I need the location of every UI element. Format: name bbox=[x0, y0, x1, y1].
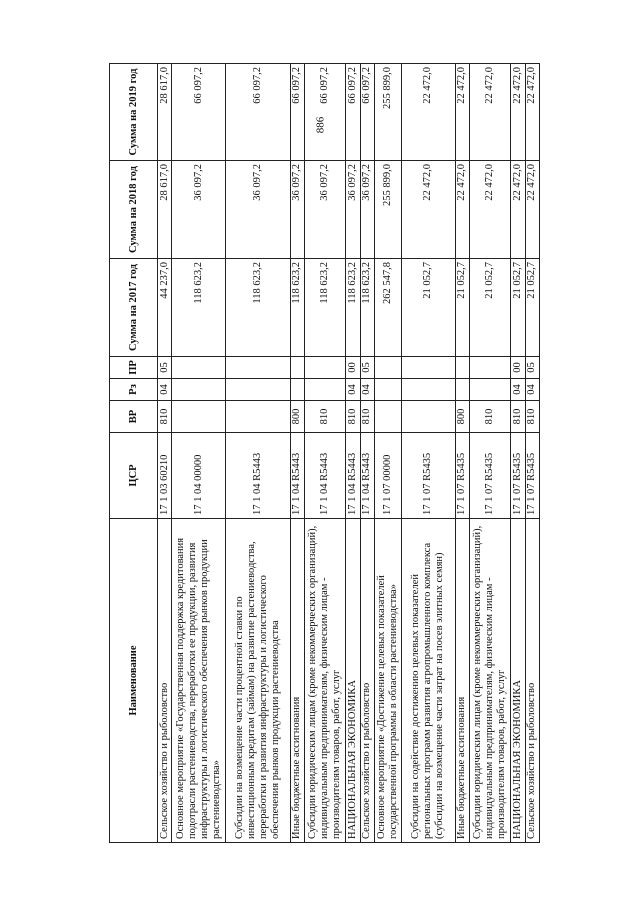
row-name: Субсидии юридическим лицам (кроме некоммерческих организаций), индивидуальным предпринимателям, физическим лицам - производителям товаров, работ, услуг bbox=[304, 519, 346, 843]
row-vr: 800 bbox=[290, 401, 304, 433]
row-vr: 810 bbox=[525, 401, 539, 433]
table-row bbox=[304, 64, 346, 843]
row-sum-2017: 262 547,8 bbox=[374, 259, 401, 357]
row-sum-2019: 22 472,0 bbox=[511, 64, 525, 161]
row-sum-2018: 255 899,0 bbox=[374, 161, 401, 259]
row-sum-2019: 66 097,2 bbox=[360, 64, 374, 161]
row-pr bbox=[374, 357, 401, 379]
row-sum-2018: 36 097,2 bbox=[225, 161, 290, 259]
row-pr: 00 bbox=[346, 357, 360, 379]
header-sum-2019: Сумма на 2019 год bbox=[110, 64, 158, 161]
row-sum-2017: 44 237,0 bbox=[158, 259, 172, 357]
row-sum-2017: 21 052,7 bbox=[511, 259, 525, 357]
header-pr: ПР bbox=[110, 357, 158, 379]
row-name: Основное мероприятие «Достижение целевых показателей государственной программы в области растениеводства» bbox=[374, 519, 401, 843]
row-sum-2019: 22 472,0 bbox=[525, 64, 539, 161]
row-rz: 04 bbox=[158, 379, 172, 401]
row-sum-2019: 66 097,2 bbox=[225, 64, 290, 161]
row-sum-2018: 36 097,2 bbox=[290, 161, 304, 259]
row-sum-2019: 22 472,0 bbox=[455, 64, 469, 161]
table-row bbox=[455, 64, 469, 843]
row-rz: 04 bbox=[360, 379, 374, 401]
row-pr bbox=[455, 357, 469, 379]
row-sum-2017: 118 623,2 bbox=[290, 259, 304, 357]
row-sum-2017: 118 623,2 bbox=[304, 259, 346, 357]
row-vr: 810 bbox=[346, 401, 360, 433]
row-rz bbox=[469, 379, 511, 401]
row-rz: 04 bbox=[346, 379, 360, 401]
row-name: Субсидии на возмещение части процентной ставки по инвестиционным кредитам (займам) на развитие растениеводства, переработки и развития инфраструктуры и логистического обеспечения рынков продукции растениеводства bbox=[225, 519, 290, 843]
row-sum-2019: 28 617,0 bbox=[158, 64, 172, 161]
table-body bbox=[158, 64, 540, 843]
row-name: Основное мероприятие «Государственная поддержка кредитования подотрасли растениеводства, переработки ее продукции, развития инфраструктуры и логистического обеспечения рынков продукции растениеводства» bbox=[172, 519, 226, 843]
row-rz bbox=[172, 379, 226, 401]
row-sum-2019: 66 097,2 bbox=[290, 64, 304, 161]
table-row bbox=[346, 64, 360, 843]
row-name: НАЦИОНАЛЬНАЯ ЭКОНОМИКА bbox=[511, 519, 525, 843]
row-csr: 17 1 07 R5435 bbox=[402, 433, 456, 519]
row-csr: 17 1 07 R5435 bbox=[455, 433, 469, 519]
table-row bbox=[290, 64, 304, 843]
row-sum-2017: 118 623,2 bbox=[360, 259, 374, 357]
row-sum-2017: 21 052,7 bbox=[525, 259, 539, 357]
row-sum-2018: 22 472,0 bbox=[525, 161, 539, 259]
header-vr: ВР bbox=[110, 401, 158, 433]
table-header-row bbox=[110, 64, 158, 843]
row-name: Субсидии на содействие достижению целевых показателей региональных программ развития агропромышленного комплекса (субсидии на возмещение части затрат на посев элитных семян) bbox=[402, 519, 456, 843]
row-sum-2019: 22 472,0 bbox=[469, 64, 511, 161]
table-row bbox=[374, 64, 401, 843]
budget-table bbox=[109, 63, 540, 843]
row-rz bbox=[225, 379, 290, 401]
row-sum-2017: 118 623,2 bbox=[172, 259, 226, 357]
row-sum-2017: 21 052,7 bbox=[402, 259, 456, 357]
row-rz bbox=[304, 379, 346, 401]
row-vr: 810 bbox=[511, 401, 525, 433]
row-vr: 810 bbox=[158, 401, 172, 433]
table-row bbox=[525, 64, 539, 843]
row-sum-2019: 22 472,0 bbox=[402, 64, 456, 161]
row-pr: 05 bbox=[525, 357, 539, 379]
row-sum-2017: 118 623,2 bbox=[225, 259, 290, 357]
row-name: Сельское хозяйство и рыболовство bbox=[525, 519, 539, 843]
row-rz bbox=[402, 379, 456, 401]
table-row bbox=[511, 64, 525, 843]
header-sum-2017: Сумма на 2017 год bbox=[110, 259, 158, 357]
row-csr: 17 1 07 00000 bbox=[374, 433, 401, 519]
row-csr: 17 1 07 R5435 bbox=[511, 433, 525, 519]
row-sum-2019: 255 899,0 bbox=[374, 64, 401, 161]
row-pr bbox=[290, 357, 304, 379]
row-vr bbox=[402, 401, 456, 433]
row-sum-2017: 21 052,7 bbox=[455, 259, 469, 357]
row-rz: 04 bbox=[511, 379, 525, 401]
row-name: Сельское хозяйство и рыболовство bbox=[360, 519, 374, 843]
row-sum-2018: 28 617,0 bbox=[158, 161, 172, 259]
row-rz: 04 bbox=[525, 379, 539, 401]
row-sum-2018: 22 472,0 bbox=[455, 161, 469, 259]
row-sum-2018: 22 472,0 bbox=[402, 161, 456, 259]
header-name: Наименование bbox=[110, 519, 158, 843]
table-row bbox=[172, 64, 226, 843]
rotated-table-container bbox=[109, 64, 540, 843]
row-pr bbox=[225, 357, 290, 379]
row-pr bbox=[469, 357, 511, 379]
row-pr: 00 bbox=[511, 357, 525, 379]
row-sum-2018: 36 097,2 bbox=[304, 161, 346, 259]
table-row bbox=[469, 64, 511, 843]
row-csr: 17 1 03 60210 bbox=[158, 433, 172, 519]
table-row bbox=[402, 64, 456, 843]
row-sum-2019: 66 097,2 bbox=[172, 64, 226, 161]
row-sum-2018: 22 472,0 bbox=[469, 161, 511, 259]
row-rz bbox=[290, 379, 304, 401]
row-csr: 17 1 04 R5443 bbox=[304, 433, 346, 519]
row-csr: 17 1 07 R5435 bbox=[469, 433, 511, 519]
row-vr: 810 bbox=[304, 401, 346, 433]
row-vr bbox=[374, 401, 401, 433]
header-rz: Рз bbox=[110, 379, 158, 401]
row-pr bbox=[304, 357, 346, 379]
page-number-text: 886 bbox=[314, 116, 326, 134]
row-sum-2017: 118 623,2 bbox=[346, 259, 360, 357]
row-csr: 17 1 04 R5443 bbox=[346, 433, 360, 519]
table-row bbox=[158, 64, 172, 843]
row-name: Субсидии юридическим лицам (кроме некоммерческих организаций), индивидуальным предпринимателям, физическим лицам - производителям товаров, работ, услуг bbox=[469, 519, 511, 843]
row-sum-2018: 36 097,2 bbox=[346, 161, 360, 259]
row-csr: 17 1 04 00000 bbox=[172, 433, 226, 519]
row-vr bbox=[225, 401, 290, 433]
row-rz bbox=[374, 379, 401, 401]
row-csr: 17 1 04 R5443 bbox=[360, 433, 374, 519]
row-name: НАЦИОНАЛЬНАЯ ЭКОНОМИКА bbox=[346, 519, 360, 843]
row-vr: 810 bbox=[469, 401, 511, 433]
row-rz bbox=[455, 379, 469, 401]
table-row bbox=[225, 64, 290, 843]
row-name: Иные бюджетные ассигнования bbox=[290, 519, 304, 843]
row-vr: 810 bbox=[360, 401, 374, 433]
header-csr: ЦСР bbox=[110, 433, 158, 519]
row-vr bbox=[172, 401, 226, 433]
row-sum-2018: 36 097,2 bbox=[172, 161, 226, 259]
row-sum-2018: 22 472,0 bbox=[511, 161, 525, 259]
row-pr bbox=[402, 357, 456, 379]
row-csr: 17 1 04 R5443 bbox=[290, 433, 304, 519]
row-csr: 17 1 07 R5435 bbox=[525, 433, 539, 519]
row-sum-2019: 66 097,2 bbox=[304, 64, 346, 161]
row-pr: 05 bbox=[158, 357, 172, 379]
header-sum-2018: Сумма на 2018 год bbox=[110, 161, 158, 259]
row-name: Иные бюджетные ассигнования bbox=[455, 519, 469, 843]
row-sum-2017: 21 052,7 bbox=[469, 259, 511, 357]
row-sum-2018: 36 097,2 bbox=[360, 161, 374, 259]
row-csr: 17 1 04 R5443 bbox=[225, 433, 290, 519]
row-pr: 05 bbox=[360, 357, 374, 379]
row-sum-2019: 66 097,2 bbox=[346, 64, 360, 161]
row-pr bbox=[172, 357, 226, 379]
table-row bbox=[360, 64, 374, 843]
row-name: Сельское хозяйство и рыболовство bbox=[158, 519, 172, 843]
row-vr: 800 bbox=[455, 401, 469, 433]
